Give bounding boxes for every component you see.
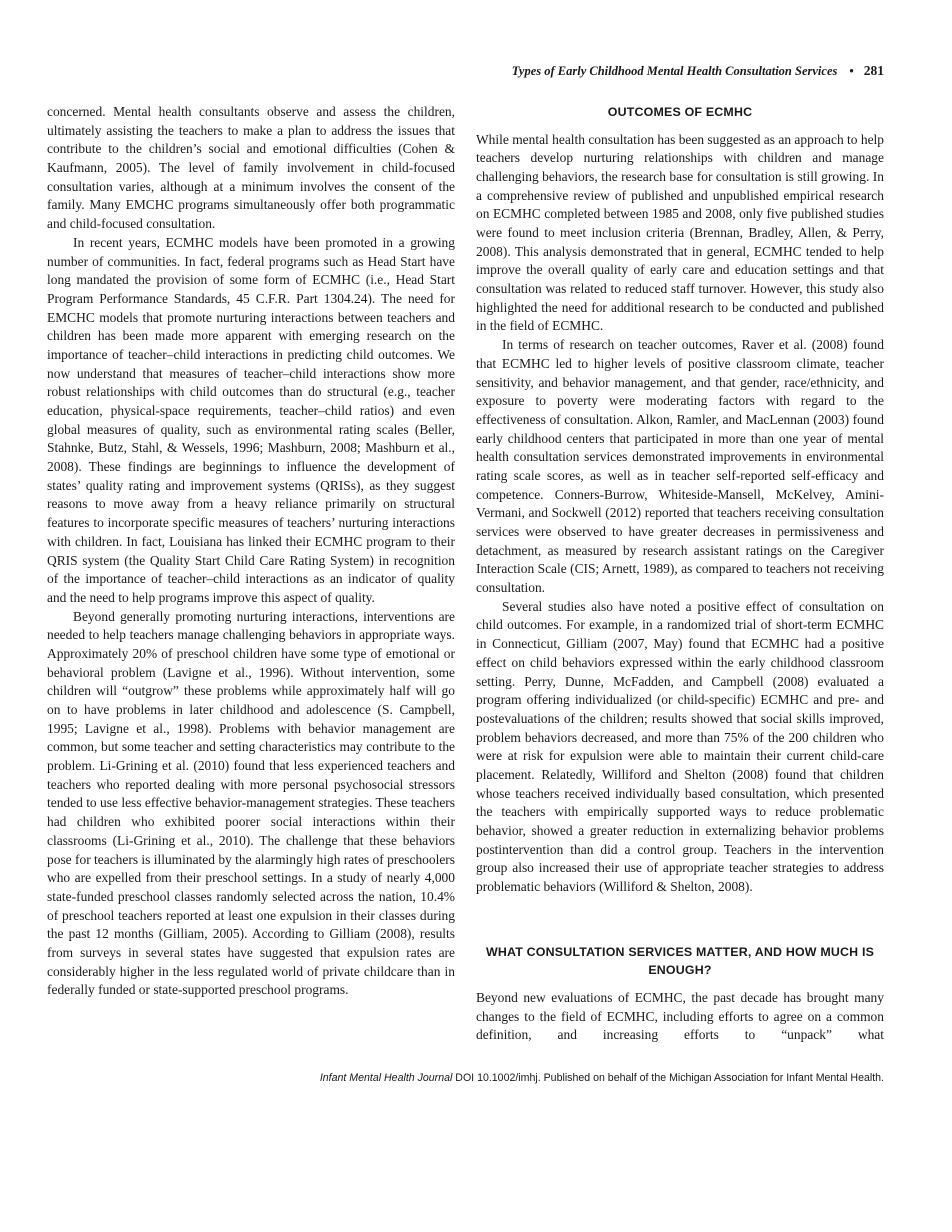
left-column: [47, 103, 455, 1000]
section-heading-outcomes: OUTCOMES OF ECMHC: [607, 105, 753, 119]
body-paragraph: In terms of research on teacher outcomes, Raver et al. (2008) found that ECMHC led to higher levels of positive classroom climate, teacher sensitivity, and behavior management, and that gender, race/ethnicity, and exposure to poverty were moderating factors with regard to the effectiveness of consultation. Alkon, Ramler, and MacLennan (2003) found early childhood centers that participated in more than one year of mental health consultation services demonstrated improvements in environmental rating scale scores, as well as in teacher self-reported self-efficacy and competence. Conners-Burrow, Whiteside-Mansell, McKelvey, Amini-Vermani, and Sockwell (2012) reported that teachers receiving consultation services were observed to have greater decreases in permissiveness and detachment, as measured by research assistant ratings on the Caregiver Interaction Scale (CIS; Arnett, 1989), as compared to teachers not receiving consultation.: [476, 337, 884, 596]
running-header: [47, 62, 884, 80]
body-paragraph: concerned. Mental health consultants observe and assess the children, ultimately assisting the teachers to make a plan to address the issues that contribute to the children’s social and emotional difficulties (Cohen & Kaufmann, 2005). The level of family involvement in child-focused consultation varies, although at a minimum involves the consent of the family. Many EMCHC programs simultaneously offer both programmatic and child-focused consultation.: [47, 104, 455, 232]
journal-name: Infant Mental Health Journal: [319, 1072, 453, 1085]
right-column: [476, 103, 884, 1045]
header-separator: •: [849, 64, 854, 78]
running-title: Types of Early Childhood Mental Health Consultation Services: [511, 64, 838, 78]
page-footer: [47, 1071, 884, 1085]
body-paragraph: Beyond generally promoting nurturing interactions, interventions are needed to help teachers manage challenging behaviors in appropriate ways. Approximately 20% of preschool children have some type of emotional or behavioral problem (Lavigne et al., 1996). Without intervention, some children will “outgrow” these problems while approximately half will go on to have problems in later childhood and adolescence (S. Campbell, 1995; Lavigne et al., 1998). Problems with behavior management are common, but some teacher and setting characteristics may contribute to the problem. Li-Grining et al. (2010) found that less experienced teachers and teachers who reported dealing with more personal psychosocial stressors tended to use less effective behavior-management strategies. These teachers had children who exhibited poorer social interactions within their classrooms (Li-Grining et al., 2010). The challenge that these behaviors pose for teachers is illuminated by the alarmingly high rates of preschoolers who are expelled from their preschool settings. In a study of nearly 4,000 state-funded preschool classes randomly selected across the nation, 10.4% of preschool teachers reported at least one expulsion in their classes during the past 12 months (Gilliam, 2005). According to Gilliam (2008), results from surveys in several states have suggested that expulsion rates are considerably higher in the less regulated world of private childcare than in federally funded or state-supported preschool programs.: [47, 608, 455, 998]
right-column-section1: [476, 131, 884, 897]
body-paragraph: In recent years, ECMHC models have been promoted in a growing number of communities. In fact, federal programs such as Head Start have long mandated the provision of some form of ECMHC (i.e., Head Start Program Performance Standards, 45 C.F.R. Part 1304.24). The need for EMCHC models that promote nurturing interactions between teachers and children has been made more apparent with emerging research on the importance of teacher–child interactions in predicting child outcomes. We now understand that measures of teacher–child interactions show more robust relationships with child outcomes than do structural (e.g., teacher education, physical-space requirements, teacher–child ratios) and even global measures of quality, such as environmental rating scales (Beller, Stahnke, Butz, Stahl, & Wessels, 1996; Mashburn, 2008; Mashburn et al., 2008). These findings are beginnings to influence the development of states’ quality rating and improvement systems (QRISs), as they suggest reasons to move away from a heavy reliance primarily on structural features to incorporate specific measures of teachers’ nurturing interactions with children. In fact, Louisiana has linked their ECMHC program to their QRIS system (the Quality Start Child Care Rating System) in recognition of the importance of teacher–child interactions as an indicator of quality and the need to help programs improve this aspect of quality.: [47, 234, 455, 605]
body-paragraph: While mental health consultation has been suggested as an approach to help teachers develop nurturing relationships with children and manage challenging behaviors, the research base for consultation is still growing. In a comprehensive review of published and unpublished empirical research on ECMHC completed between 1985 and 2008, only five published studies were found to meet inclusion criteria (Brennan, Bradley, Allen, & Perry, 2008). This analysis demonstrated that in general, ECMHC tended to help improve the overall quality of early care and education settings and that consultation was related to reduced staff turnover. However, this study also highlighted the need for additional research to be conducted and published in the field of ECMHC.: [476, 131, 884, 334]
right-column-section2: [476, 989, 884, 1045]
two-column-body: [47, 103, 884, 1045]
body-paragraph: Beyond new evaluations of ECMHC, the past decade has brought many changes to the field of ECMHC, including efforts to agree on a common definition, and increasing efforts to “unpack” what: [476, 989, 884, 1043]
page-number: 281: [863, 63, 884, 78]
section-heading-consultation-services: WHAT CONSULTATION SERVICES MATTER, AND HOW MUCH IS ENOUGH?: [485, 944, 875, 978]
body-paragraph: Several studies also have noted a positive effect of consultation on child outcomes. For example, in a randomized trial of short-term ECMHC in Connecticut, Gilliam (2007, May) found that ECMHC had a positive effect on child behaviors expressed within the early childhood classroom setting. Perry, Dunne, McFadden, and Campbell (2008) evaluated a program offering individualized (or child-specific) ECMHC and pre- and postevaluations of the children; results showed that social skills improved, problem behaviors decreased, and more than 75% of the 200 children who were at risk for expulsion were able to maintain their current child-care placement. Relatedly, Williford and Shelton (2008) found that children whose teachers received individually based consultation, which presented the teachers with empirically supported ways to reduce problematic behavior, showed a greater reduction in externalizing behavior problems postintervention than did a control group. Teachers in the intervention group also increased their use of appropriate teacher strategies to address problematic behaviors (Williford & Shelton, 2008).: [476, 598, 884, 895]
footer-citation: DOI 10.1002/imhj. Published on behalf of the Michigan Association for Infant Mental Health.: [452, 1072, 884, 1085]
